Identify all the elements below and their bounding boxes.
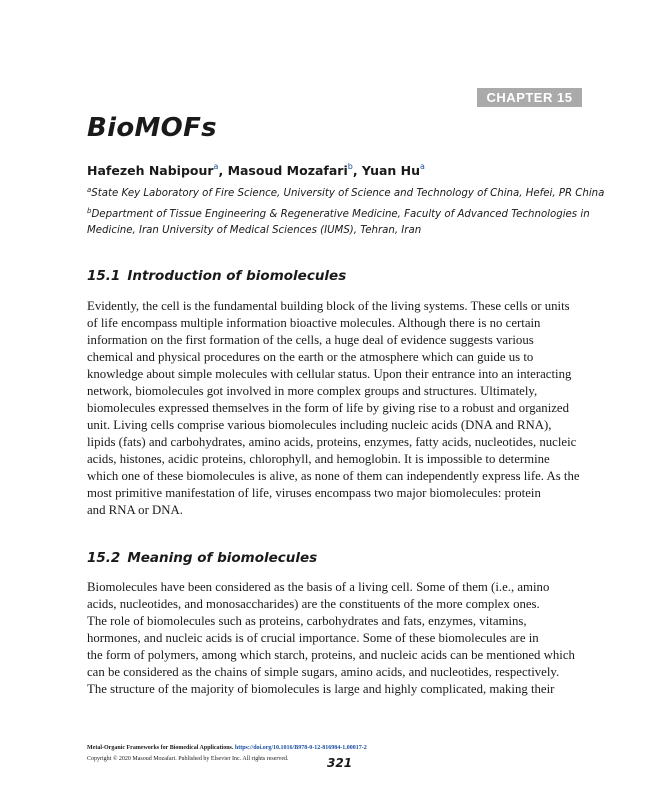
chapter-title: BioMOFs xyxy=(87,113,217,143)
section-1-body xyxy=(87,298,580,519)
body-line: The structure of the majority of biomolecules is large and highly complicated, making their xyxy=(87,682,555,696)
body-line: lipids (fats) and carbohydrates, amino acids, proteins, enzymes, fatty acids, nucleotides, nucleic xyxy=(87,435,577,449)
author-affiliation-mark[interactable]: a xyxy=(213,162,219,171)
affiliation-text: State Key Laboratory of Fire Science, University of Science and Technology of China, Hefei, PR China xyxy=(91,188,605,199)
body-line: the form of polymers, among which starch, proteins, and nucleic acids can be mentioned which xyxy=(87,648,575,662)
body-line: of life encompass multiple information bioactive molecules. Although there is no certain xyxy=(87,316,541,330)
affiliation-line xyxy=(87,182,605,203)
body-line: Evidently, the cell is the fundamental building block of the living systems. These cells or units xyxy=(87,299,570,313)
affiliation-text: Medicine, Iran University of Medical Sciences (IUMS), Tehran, Iran xyxy=(87,225,422,236)
section-number: 15.2 xyxy=(87,550,121,566)
body-line: information on the first formation of the cells, a huge deal of evidence suggests various xyxy=(87,333,534,347)
author-affiliation-mark[interactable]: b xyxy=(347,162,353,171)
section-number: 15.1 xyxy=(87,268,121,284)
body-line: network, biomolecules got involved in more complex groups and structures. Ultimately, xyxy=(87,384,538,398)
author-separator: , xyxy=(352,163,362,178)
footer-copyright: Copyright © 2020 Masoud Mozafari. Published by Elsevier Inc. All rights reserved. xyxy=(87,756,289,762)
affiliation-line xyxy=(87,203,590,224)
author-name: Hafezeh Nabipour xyxy=(87,163,214,178)
footer-doi-link[interactable]: https://doi.org/10.1016/B978-0-12-816984-1.00017-2 xyxy=(234,745,367,751)
affiliation-mark: b xyxy=(87,206,92,215)
affiliations xyxy=(87,182,605,240)
body-line: knowledge about simple molecules with cellular status. Upon their entrance into an interacting xyxy=(87,367,572,381)
footer-book-title: Metal-Organic Frameworks for Biomedical Applications. xyxy=(87,745,234,751)
page-number: 321 xyxy=(327,756,353,770)
author-affiliation-mark[interactable]: a xyxy=(420,162,425,171)
section-heading-2 xyxy=(87,550,317,566)
section-title: Meaning of biomolecules xyxy=(127,550,318,566)
chapter-label: CHAPTER 15 xyxy=(477,88,582,107)
body-line: Biomolecules have been considered as the basis of a living cell. Some of them (i.e., amino xyxy=(87,580,550,594)
author-name: Masoud Mozafari xyxy=(227,163,348,178)
body-line: biomolecules expressed themselves in the form of life by giving rise to a robust and organized xyxy=(87,401,570,415)
body-line: hormones, and nucleic acids is of crucial importance. Some of these biomolecules are in xyxy=(87,631,539,645)
section-title: Introduction of biomolecules xyxy=(127,268,347,284)
body-line: and RNA or DNA. xyxy=(87,503,183,517)
body-line: acids, nucleotides, and monosaccharides) are the constituents of the more complex ones. xyxy=(87,597,540,611)
author-name: Yuan Hu xyxy=(361,163,421,178)
affiliation-line xyxy=(87,223,587,240)
body-line: chemical and physical procedures on the earth or the atmosphere which can guide us to xyxy=(87,350,534,364)
body-line: which one of these biomolecules is alive, as none of them can independently express life. As the xyxy=(87,469,580,483)
section-2-body xyxy=(87,579,575,698)
affiliation-mark: a xyxy=(87,186,92,194)
body-line: most primitive manifestation of life, viruses encompass two major biomolecules: protein xyxy=(87,486,541,500)
body-line: can be considered as the chains of simple sugars, amino acids, and nucleotides, respectively. xyxy=(87,665,560,679)
body-line: acids, histones, acidic proteins, chlorophyll, and hemoglobin. It is impossible to determine xyxy=(87,452,550,466)
author-separator: , xyxy=(218,163,228,178)
affiliation-text: Department of Tissue Engineering & Regenerative Medicine, Faculty of Advanced Technologies in xyxy=(91,208,590,220)
body-line: The role of biomolecules such as proteins, carbohydrates and fats, enzymes, vitamins, xyxy=(87,614,527,628)
author-list xyxy=(87,162,425,178)
footer-citation xyxy=(87,745,367,751)
body-line: unit. Living cells comprise various biomolecules including nucleic acids (DNA and RNA), xyxy=(87,418,552,432)
section-heading-1 xyxy=(87,268,346,284)
